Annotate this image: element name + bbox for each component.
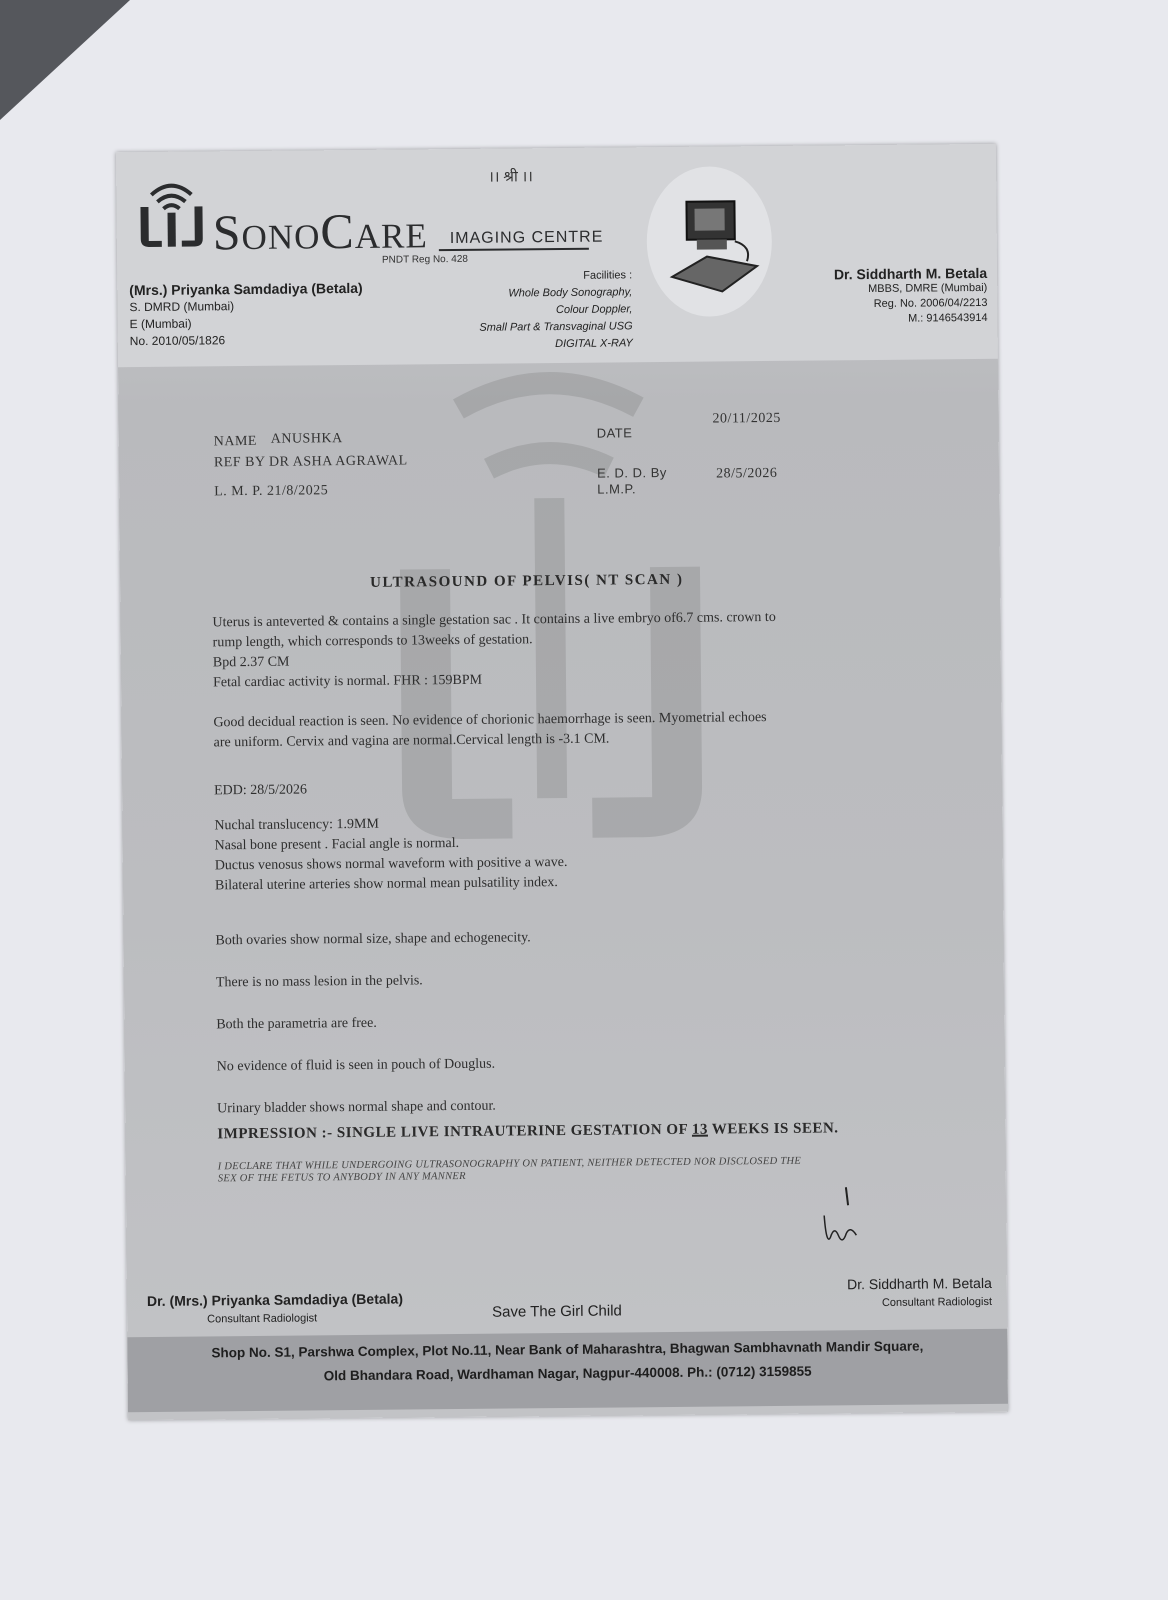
findings-paragraph-2 <box>213 708 767 753</box>
doctor-right-line: Reg. No. 2006/04/2213 <box>873 296 988 310</box>
impression-text-end: WEEKS IS SEEN. <box>707 1120 839 1138</box>
lmp-date: L. M. P. 21/8/2025 <box>214 483 329 500</box>
footer-doctor-left <box>147 1290 403 1330</box>
date-label: DATE <box>596 425 633 441</box>
facilities-block <box>457 267 633 354</box>
report-sheet <box>116 144 1008 1420</box>
finding-pelvis: There is no mass lesion in the pelvis. <box>215 973 423 991</box>
finding-bladder: Urinary bladder shows normal shape and contour. <box>217 1098 496 1117</box>
pndt-registration: PNDT Reg No. 428 <box>381 253 469 266</box>
footer-doctor-right-name: Dr. Siddharth M. Betala <box>847 1274 992 1293</box>
logo-name: SonoCare <box>212 202 428 261</box>
address-line: Old Bhandara Road, Wardhaman Nagar, Nagpur-440008. Ph.: (0712) 3159855 <box>323 1363 812 1384</box>
edd-value: 28/5/2026 <box>715 465 778 482</box>
doctor-right-line: M.: 9146543914 <box>907 311 988 325</box>
findings-line: Nasal bone present . Facial angle is normal. <box>214 835 460 854</box>
impression <box>217 1120 838 1143</box>
doctor-left-line: S. DMRD (Mumbai) <box>129 299 235 315</box>
edd-finding: EDD: 28/5/2026 <box>213 782 308 799</box>
doctor-right-name: Dr. Siddharth M. Betala <box>833 264 988 283</box>
declaration <box>218 1156 802 1186</box>
doctor-left-line: E (Mumbai) <box>129 316 192 332</box>
report-title: ULTRASOUND OF PELVIS( NT SCAN ) <box>370 571 684 591</box>
edd-label: E. D. D. By <box>596 464 667 481</box>
footer-doctor-right <box>787 1274 992 1314</box>
finding-douglas: No evidence of fluid is seen in pouch of Douglus. <box>216 1056 496 1075</box>
footer-address <box>127 1334 1007 1390</box>
findings-line: Good decidual reaction is seen. No evidence of chorionic haemorrhage is seen. Myometrial echoes <box>213 710 767 731</box>
facility-item: Small Part & Transvaginal USG <box>479 320 633 334</box>
footer-doctor-left-name: Dr. (Mrs.) Priyanka Samdadiya (Betala) <box>146 1290 404 1310</box>
background-paper-fold <box>0 0 130 120</box>
facilities-title: Facilities : <box>583 269 633 282</box>
findings-line: Nuchal translucency: 1.9MM <box>214 816 379 834</box>
handwritten-signature <box>816 1185 877 1256</box>
invocation-text: ।। श्री ।। <box>488 169 534 186</box>
footer-doctor-right-role: Consultant Radiologist <box>881 1295 993 1309</box>
footer-doctor-left-role: Consultant Radiologist <box>207 1312 318 1326</box>
declaration-line: SEX OF THE FETUS TO ANYBODY IN ANY MANNER <box>217 1170 466 1185</box>
impression-text: IMPRESSION :- SINGLE LIVE INTRAUTERINE GESTATION OF <box>217 1121 692 1143</box>
doctor-right-line: MBBS, DMRE (Mumbai) <box>868 281 988 296</box>
findings-line: rump length, which corresponds to 13weeks of gestation. <box>212 632 533 651</box>
slogan: Save The Girl Child <box>492 1302 622 1321</box>
facility-item: DIGITAL X-RAY <box>555 337 633 351</box>
finding-parametria: Both the parametria are free. <box>216 1015 377 1033</box>
doctor-right-block <box>782 266 988 328</box>
findings-line: Uterus is anteverted & contains a single gestation sac . It contains a live embryo of6.7 cms. crown to <box>212 609 776 631</box>
patient-name-value: ANUSHKA <box>270 431 343 447</box>
findings-line: are uniform. Cervix and vagina are normal.Cervical length is -3.1 CM. <box>213 731 610 751</box>
findings-line: Fetal cardiac activity is normal. FHR : 159BPM <box>212 672 483 691</box>
report-date: 20/11/2025 <box>712 410 781 427</box>
edd-label-lmp: L.M.P. <box>597 481 637 497</box>
doctor-left-name: (Mrs.) Priyanka Samdadiya (Betala) <box>129 279 363 299</box>
address-line: Shop No. S1, Parshwa Complex, Plot No.11, Near Bank of Maharashtra, Bhagwan Sambhavnath Mandir Square, <box>211 1338 924 1361</box>
findings-line: Bilateral uterine arteries show normal mean pulsatility index. <box>214 875 558 894</box>
doctor-left-block <box>129 280 363 350</box>
facility-item: Whole Body Sonography, <box>508 286 633 300</box>
referred-by: REF BY DR ASHA AGRAWAL <box>213 453 408 471</box>
finding-ovaries: Both ovaries show normal size, shape and echogenecity. <box>215 930 531 949</box>
logo-subtitle: IMAGING CENTRE <box>449 228 604 248</box>
findings-line: Ductus venosus shows normal waveform with positive a wave. <box>214 854 568 874</box>
findings-paragraph-3 <box>214 813 567 896</box>
impression-weeks: 13 <box>691 1121 708 1138</box>
ultrasound-machine-emblem <box>646 166 772 317</box>
facility-item: Colour Doppler, <box>555 303 633 317</box>
patient-name-label: NAME <box>213 433 258 450</box>
ultrasound-machine-icon <box>646 166 772 317</box>
sonocare-logo-icon <box>136 176 207 249</box>
findings-line: Bpd 2.37 CM <box>212 654 290 671</box>
doctor-left-line: No. 2010/05/1826 <box>129 333 226 349</box>
findings-paragraph-1 <box>212 608 776 693</box>
declaration-line: I DECLARE THAT WHILE UNDERGOING ULTRASONOGRAPHY ON PATIENT, NEITHER DETECTED NOR DISCLOSED THE <box>217 1155 802 1173</box>
